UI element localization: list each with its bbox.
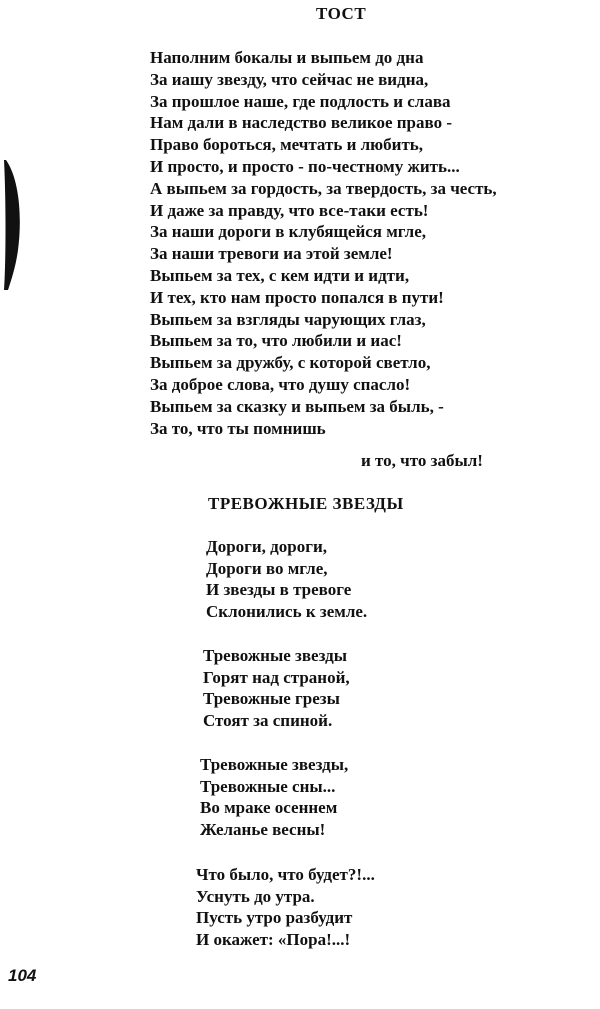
poem-line: Склонились к земле. <box>206 601 368 621</box>
poem-title-stars: ТРЕВОЖНЫЕ ЗВЕЗДЫ <box>208 494 404 513</box>
poem-line: И звезды в тревоге <box>206 580 352 599</box>
poem-line: За доброе слова, что душу спасло! <box>150 374 411 394</box>
poem-line: За то, что ты помнишь <box>150 418 326 438</box>
poem-line: Выпьем за то, что любили и иас! <box>150 331 402 351</box>
poem-line: Тревожные звезды <box>203 646 347 665</box>
poem-line: За наши тревоги иа этой земле! <box>150 244 393 264</box>
poem-line: За прошлое наше, где подлость и слава <box>150 91 451 111</box>
poem-line: И даже за правду, что все-таки есть! <box>150 200 429 220</box>
poem-line: И окажет: «Пора!...! <box>196 929 351 949</box>
poem-line: И тех, кто нам просто попался в пути! <box>150 287 444 307</box>
poem-stanza-4 <box>196 864 375 950</box>
poem-line: Стоят за спиной. <box>203 710 333 730</box>
page-edge-mark <box>2 160 24 290</box>
poem-line: Тревожные грезы <box>203 689 340 708</box>
poem-line: Горят над страной, <box>203 667 350 687</box>
poem-line: Что было, что будет?!... <box>196 865 375 884</box>
poem-line: Тревожные сны... <box>200 776 336 796</box>
poem-line: Выпьем за дружбу, с которой светло, <box>150 353 431 373</box>
poem-line: Уснуть до утра. <box>196 886 315 906</box>
poem-line: А выпьем за гордость, за твердость, за честь, <box>150 178 497 198</box>
poem-toast-lines <box>150 47 497 439</box>
poem-stanza-2 <box>203 645 350 731</box>
poem-line: За наши дороги в клубящейся мгле, <box>150 222 427 242</box>
poem-line: Выпьем за взгляды чарующих глаз, <box>150 309 426 329</box>
poem-line: И просто, и просто - по-честному жить... <box>150 156 460 176</box>
poem-stanza-1 <box>206 536 367 622</box>
poem-line: Нам дали в наследство великое право - <box>150 113 452 133</box>
poem-stanza-3 <box>200 754 348 840</box>
poem-line: Дороги, дороги, <box>206 537 327 556</box>
poem-line: Выпьем за сказку и выпьем за быль, - <box>150 396 444 416</box>
poem-line: Дороги во мгле, <box>206 558 328 578</box>
poem-line: Желанье весны! <box>200 819 326 839</box>
poem-line: Во мраке осеннем <box>200 798 338 817</box>
poem-line: Выпьем за тех, с кем идти и идти, <box>150 265 410 285</box>
poem-toast-last-line: и то, что забыл! <box>361 451 483 470</box>
poem-line: Право бороться, мечтать и любить, <box>150 135 424 155</box>
poem-line: За иашу звезду, что сейчас не видна, <box>150 69 429 89</box>
poem-line: Наполним бокалы и выпьем до дна <box>150 48 424 67</box>
poem-title-toast: ТОСТ <box>316 4 367 23</box>
poem-line: Тревожные звезды, <box>200 755 349 774</box>
page-number: 104 <box>8 966 37 985</box>
poem-line: Пусть утро разбудит <box>196 908 353 927</box>
